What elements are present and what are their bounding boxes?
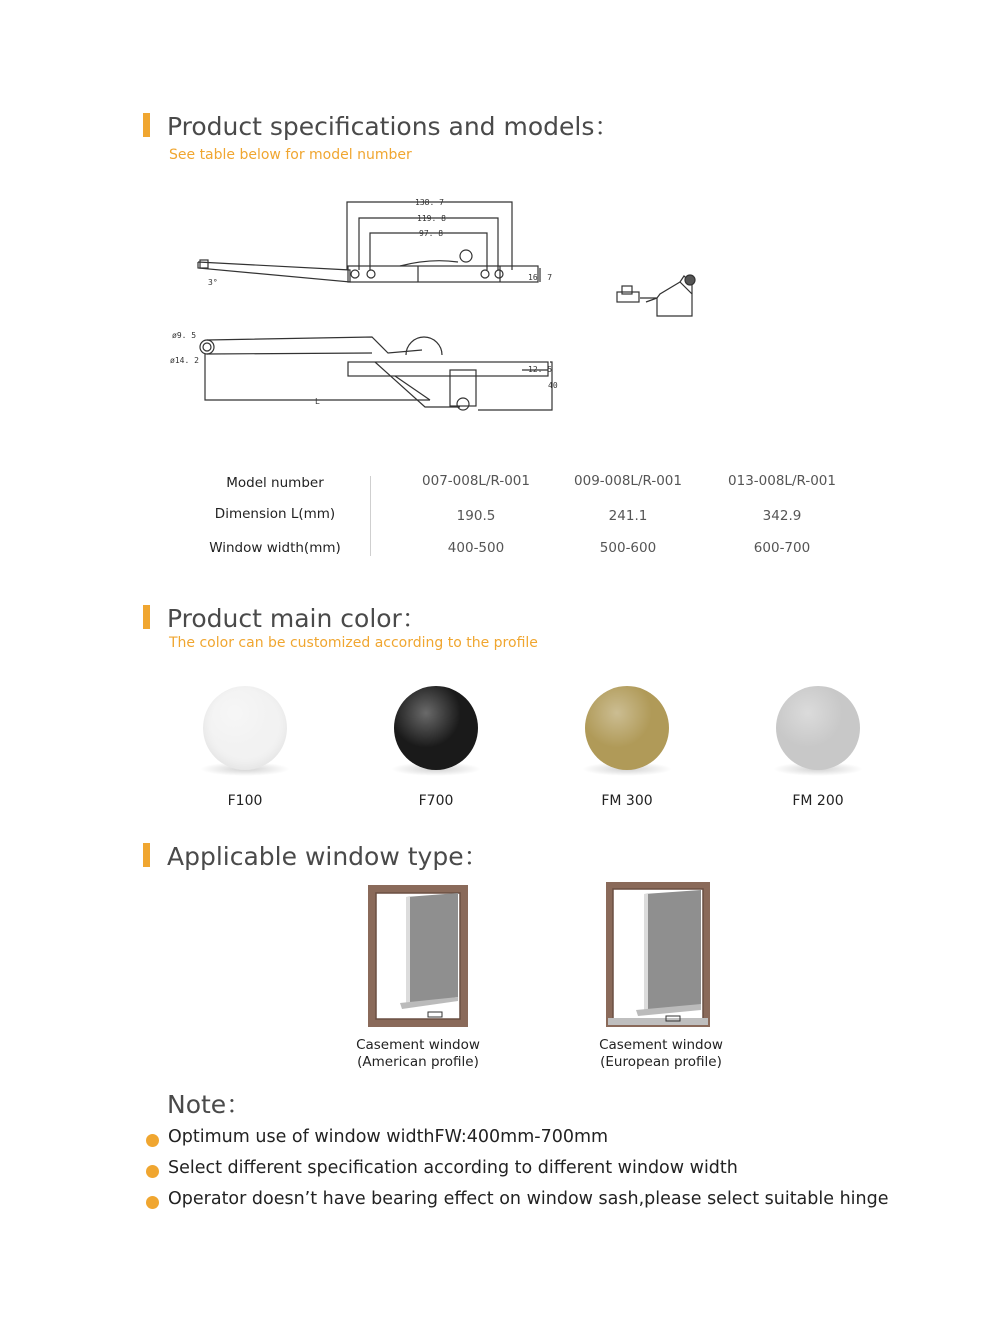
dim-119-8: 119. 8 <box>417 214 446 223</box>
color-swatch-f700 <box>394 686 478 770</box>
operator-3d-sketch <box>612 270 702 322</box>
dim-angle: 3° <box>208 278 218 287</box>
dim-40: 40 <box>548 381 558 390</box>
cell-dimension-2: 241.1 <box>608 508 648 524</box>
bullet-dot-icon <box>146 1134 159 1147</box>
specs-subtitle: See table below for model number <box>169 147 412 163</box>
dim-phi-14-2: ø14. 2 <box>170 356 199 365</box>
dim-phi-9-5: ø9. 5 <box>172 331 197 340</box>
bullet-dot-icon <box>146 1165 159 1178</box>
color-label-fm200: FM 200 <box>792 793 844 809</box>
table-divider <box>370 476 371 556</box>
dim-L: L <box>315 397 320 406</box>
cell-width-1: 400-500 <box>447 540 505 556</box>
dim-16-7: 16. 7 <box>528 273 553 282</box>
cell-model-2: 009-008L/R-001 <box>574 473 682 489</box>
note-item-text: Optimum use of window widthFW:400mm-700mm <box>168 1127 609 1147</box>
cell-dimension-3: 342.9 <box>762 508 802 524</box>
heading-accent-bar <box>143 843 150 867</box>
window-caption-line1: Casement window <box>356 1037 480 1053</box>
note-item-text: Operator doesn’t have bearing effect on window sash,please select suitable hinge <box>168 1189 889 1209</box>
heading-accent-bar <box>143 605 150 629</box>
operator-technical-drawing <box>160 190 580 430</box>
model-spec-table <box>190 470 890 560</box>
cell-dimension-1: 190.5 <box>456 508 496 524</box>
header-window-width: Window width(mm) <box>209 540 341 556</box>
bullet-dot-icon <box>146 1196 159 1209</box>
note-title: Note： <box>167 1090 252 1119</box>
dim-12-5: 12. 5 <box>528 365 553 374</box>
cell-width-2: 500-600 <box>599 540 657 556</box>
color-subtitle: The color can be customized according to the profile <box>169 635 538 651</box>
window-caption-line1: Casement window <box>599 1037 723 1053</box>
color-swatch-fm200 <box>776 686 860 770</box>
color-label-fm300: FM 300 <box>601 793 653 809</box>
color-label-f700: F700 <box>418 793 454 809</box>
color-title: Product main color： <box>167 604 427 633</box>
window-caption-american <box>338 1037 498 1071</box>
european-casement-window-image <box>606 882 710 1027</box>
dim-97-8: 97. 8 <box>419 229 444 238</box>
color-swatch-fm300 <box>585 686 669 770</box>
cell-width-3: 600-700 <box>753 540 811 556</box>
note-item-text: Select different specification according to different window width <box>168 1158 738 1178</box>
specs-title: Product specifications and models： <box>167 112 620 141</box>
window-title: Applicable window type： <box>167 842 489 871</box>
header-dimension-l: Dimension L(mm) <box>214 506 336 522</box>
american-casement-window-image <box>368 885 468 1027</box>
header-model-number: Model number <box>226 475 324 491</box>
window-caption-european <box>581 1037 741 1071</box>
dim-138-7: 138. 7 <box>415 198 444 207</box>
cell-model-1: 007-008L/R-001 <box>422 473 530 489</box>
window-caption-line2: (European profile) <box>600 1054 722 1070</box>
window-caption-line2: (American profile) <box>357 1054 479 1070</box>
color-swatch-f100 <box>203 686 287 770</box>
cell-model-3: 013-008L/R-001 <box>728 473 836 489</box>
color-label-f100: F100 <box>227 793 263 809</box>
heading-accent-bar <box>143 113 150 137</box>
